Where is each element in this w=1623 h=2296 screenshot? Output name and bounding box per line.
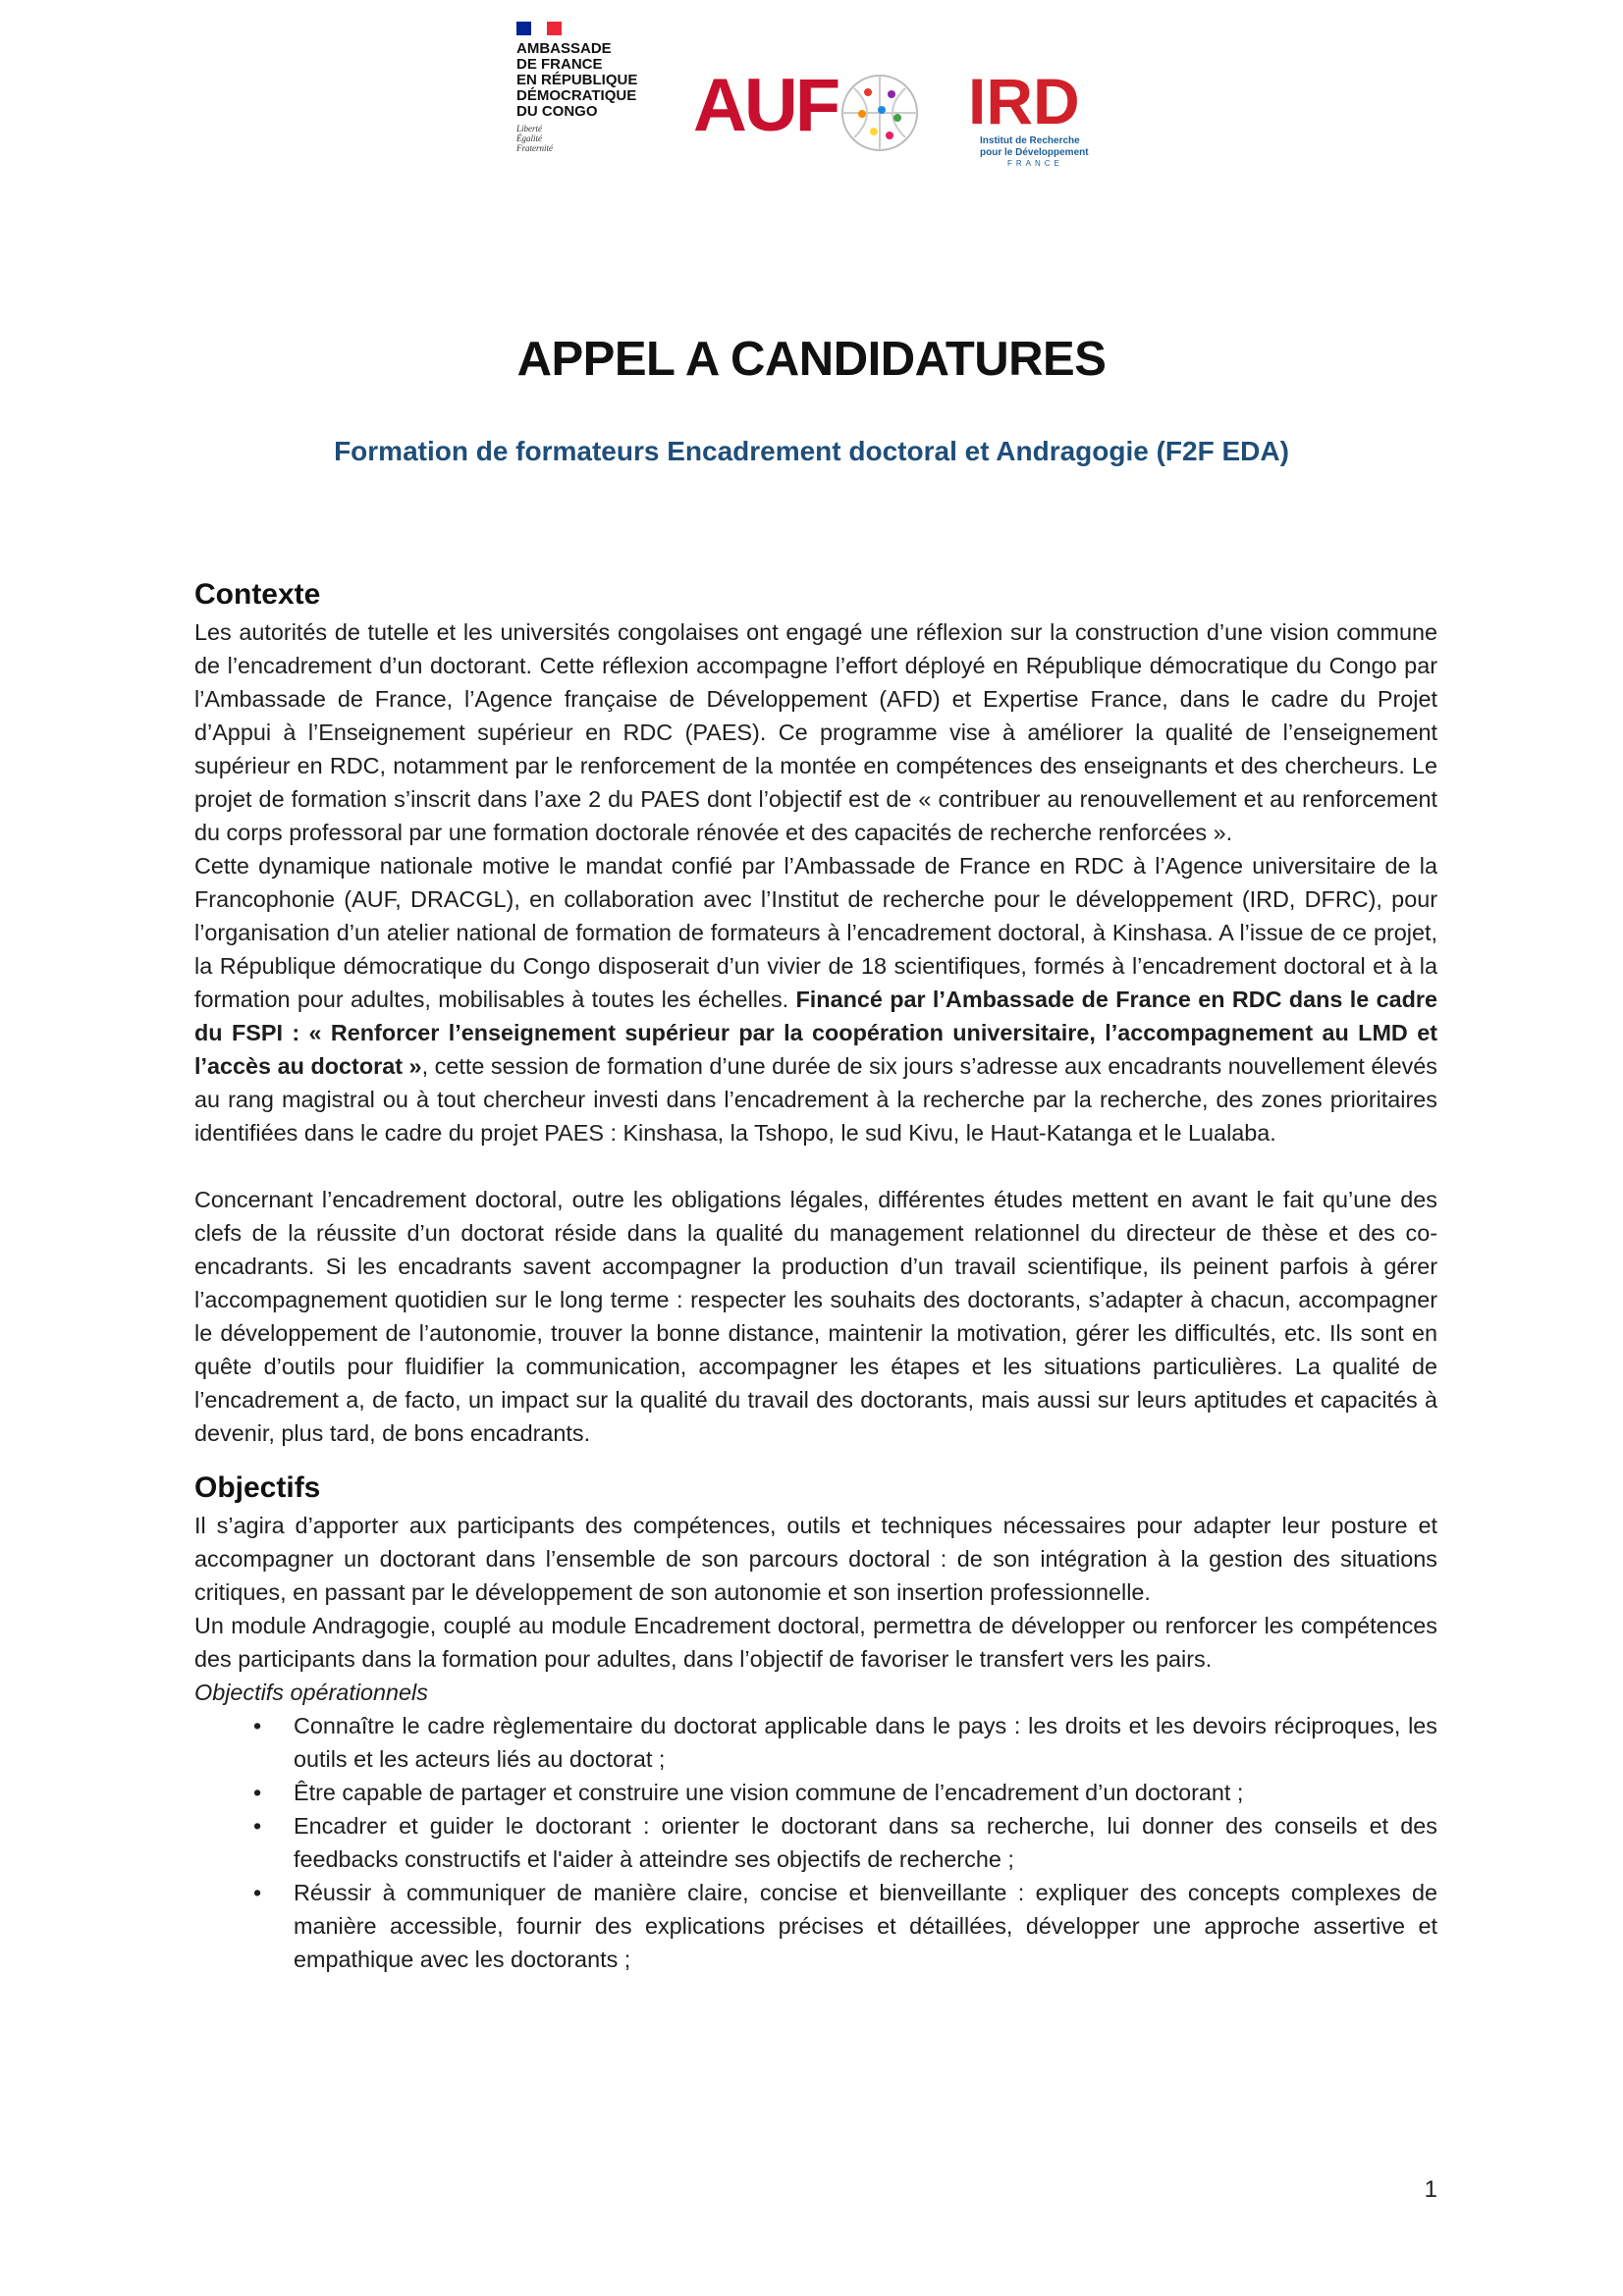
ird-subline: Institut de Recherche	[980, 135, 1080, 146]
list-item	[194, 1876, 1437, 1976]
paragraph: Il s’agira d’apporter aux participants des compétences, outils et techniques nécessaires pour adapter leur posture et accompagner un doctorant dans l’ensemble de son parcours doctoral : de son intégration à la gestion des situations critiques, en passant par le développement de son autonomie et son insertion professionnelle.	[194, 1513, 1437, 1605]
bullet-icon: •	[253, 1880, 262, 1905]
paragraph-bold-text: Financé par l’Ambassade de France en RDC dans le cadre du FSPI : « Renforcer l’enseignement supérieur par la coopération universitaire, l’accompagnement au LMD et l’accès au doctorat »	[194, 987, 1438, 1079]
embassy-line: DÉMOCRATIQUE	[516, 87, 637, 104]
list-item-text: Encadrer et guider le doctorant : orienter le doctorant dans sa recherche, lui donner des conseils et des feedbacks constructifs et l'aider à atteindre ses objectifs de recherche ;	[294, 1813, 1437, 1872]
auf-logo	[693, 64, 929, 155]
paragraph: Un module Andragogie, couplé au module Encadrement doctoral, permettra de développer ou renforcer les compétences des participants dans la formation pour adultes, dans l’objectif de favoriser le transfert vers les pairs.	[194, 1613, 1437, 1672]
section-heading-objectifs: Objectifs	[194, 1471, 321, 1504]
paragraph: Les autorités de tutelle et les universités congolaises ont engagé une réflexion sur la construction d’une vision commune de l’encadrement d’un doctorant. Cette réflexion accompagne l’effort déployé en République démocratique du Congo par l’Ambassade de France, l’Agence française de Développement (AFD) et Expertise France, dans le cadre du Projet d’Appui à l’Enseignement supérieur en RDC (PAES). Ce programme vise à améliorer la qualité de l’enseignement supérieur en RDC, notamment par le renforcement de la montée en compétences des enseignants et des chercheurs. Le projet de formation s’inscrit dans l’axe 2 du PAES dont l’objectif est de « contribuer au renouvellement et au renforcement du corps professoral par une formation doctorale rénovée et des capacités de recherche renforcées ».	[194, 619, 1437, 845]
embassy-line: DU CONGO	[516, 103, 598, 120]
auf-wordmark: AUF	[693, 64, 839, 147]
motto-line: Liberté	[516, 124, 542, 133]
paragraph-text: , cette session de formation d’une durée de six jours s’adresse aux encadrants nouvellement élevés au rang magistral ou à tout chercheur investi dans l’encadrement à la recherche par la recherche, des zones prioritaires identifiées dans le cadre du projet PAES : Kinshasa, la Tshopo, le sud Kivu, le Haut-Katanga et le Lualaba.	[194, 1053, 1438, 1146]
page-title: APPEL A CANDIDATURES	[516, 333, 1107, 386]
list-item	[194, 1809, 1437, 1876]
subheading-objectifs-operationnels: Objectifs opérationnels	[194, 1680, 428, 1705]
embassy-line: AMBASSADE	[516, 40, 612, 57]
ird-country: FRANCE	[1007, 159, 1063, 168]
bullet-icon: •	[253, 1713, 262, 1738]
motto-line: Égalité	[516, 133, 542, 143]
paragraph	[194, 849, 1437, 1149]
paragraph-text: Cette dynamique nationale motive le mandat confié par l’Ambassade de France en RDC à l’Agence universitaire de la Francophonie (AUF, DRACGL), en collaboration avec l’Institut de recherche pour le développement (IRD, DFRC), pour l’organisation d’un atelier national de formation de formateurs à l’encadrement doctoral, à Kinshasa. A l’issue de ce projet, la République démocratique du Congo disposerait d’un vivier de 18 scientifiques, formés à l’encadrement doctoral et à la formation pour adultes, mobilisables à toutes les échelles.	[194, 853, 1437, 1012]
list-item-text: Être capable de partager et construire une vision commune de l’encadrement d’un doctorant ;	[294, 1780, 1244, 1805]
paragraph: Concernant l’encadrement doctoral, outre les obligations légales, différentes études mettent en avant le fait qu’une des clefs de la réussite d’un doctorat réside dans la qualité du management relationnel du directeur de thèse et des co-encadrants. Si les encadrants savent accompagner la production d’un travail scientifique, ils peinent parfois à gérer l’accompagnement quotidien sur le long terme : respecter les souhaits des doctorants, s’adapter à chacun, accompagner le développement de l’autonomie, trouver la bonne distance, maintenir la motivation, gérer les difficultés, etc. Ils sont en quête d’outils pour fluidifier la communication, accompagner les étapes et les situations particulières. La qualité de l’encadrement a, de facto, un impact sur la qualité du travail des doctorants, mais aussi sur leurs aptitudes et capacités à devenir, plus tard, de bons encadrants.	[194, 1187, 1437, 1446]
bullet-icon: •	[253, 1813, 262, 1839]
list-item-text: Connaître le cadre règlementaire du doctorat applicable dans le pays : les droits et les devoirs réciproques, les outils et les acteurs liés au doctorat ;	[294, 1713, 1437, 1772]
section-heading-contexte: Contexte	[194, 578, 321, 611]
page-subtitle: Formation de formateurs Encadrement doctoral et Andragogie (F2F EDA)	[334, 436, 1289, 466]
embassy-logo	[516, 22, 664, 153]
list-item-text: Réussir à communiquer de manière claire, concise et bienveillante : expliquer des concepts complexes de manière accessible, fournir des explications précises et détaillées, développer une approche assertive et empathique avec les doctorants ;	[294, 1880, 1437, 1972]
ird-wordmark: IRD	[968, 65, 1080, 137]
bullet-list	[194, 1709, 1437, 1976]
french-flag-icon	[516, 22, 562, 35]
ird-subline: pour le Développement	[980, 147, 1089, 158]
ird-logo	[968, 67, 1145, 185]
embassy-line: DE FRANCE	[516, 56, 603, 73]
motto-line: Fraternité	[516, 143, 553, 153]
list-item	[194, 1776, 1437, 1809]
embassy-line: EN RÉPUBLIQUE	[516, 72, 638, 88]
list-item	[194, 1709, 1437, 1776]
header-logos	[516, 18, 1145, 185]
auf-globe-icon	[833, 71, 927, 155]
page-number: 1	[1424, 2176, 1437, 2203]
bullet-icon: •	[253, 1780, 262, 1805]
document-body	[194, 574, 1437, 1976]
